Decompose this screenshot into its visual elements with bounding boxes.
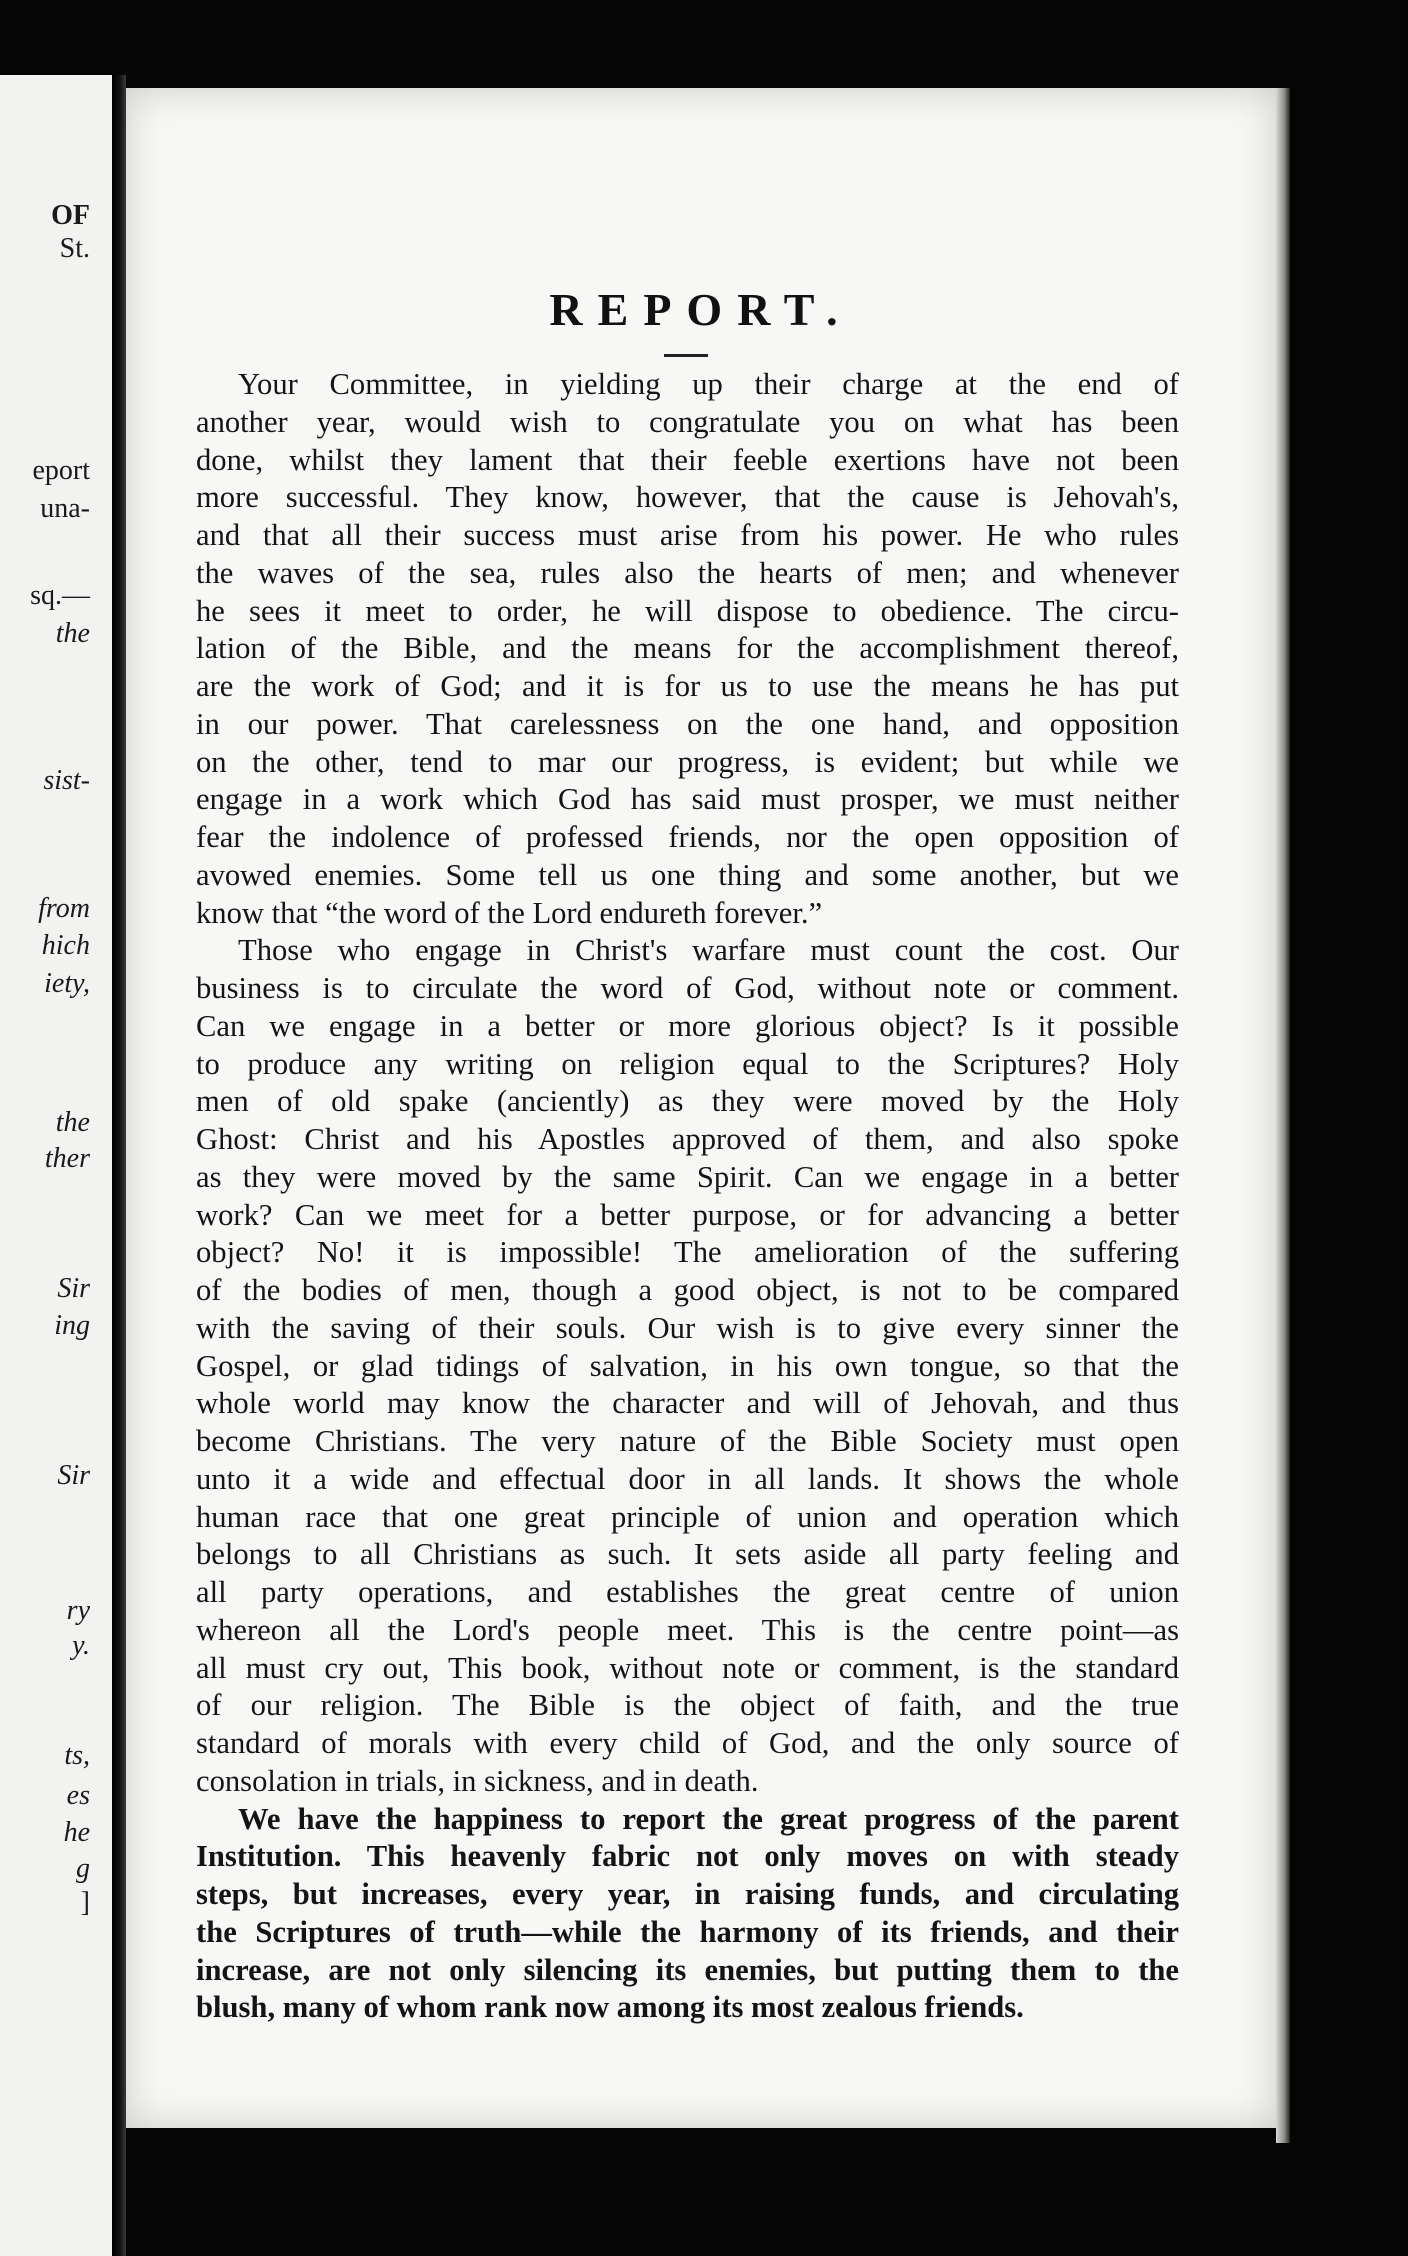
text-line: the Scriptures of truth—while the harmony of its friends, and their (196, 1914, 1179, 1949)
text-line: Your Committee, in yielding up their charge at the end of (238, 367, 1179, 401)
text-line: object? No! it is impossible! The amelioration of the suffering (196, 1235, 1179, 1270)
text-line: Institution. This heavenly fabric not only moves on with steady (196, 1839, 1179, 1874)
facing-fragment: g (76, 1853, 90, 1884)
text-line: Can we engage in a better or more glorious object? Is it possible (196, 1008, 1179, 1043)
facing-fragment: St. (59, 233, 90, 264)
facing-fragment: Sir (57, 1460, 90, 1491)
text-line: become Christians. The very nature of the Bible Society must open (196, 1424, 1179, 1458)
text-line: We have the happiness to report the great progress of the parent (238, 1801, 1179, 1836)
text-line: the waves of the sea, rules also the hearts of men; and whenever (196, 555, 1179, 590)
text-line: done, whilst they lament that their feeble exertions have not been (196, 442, 1179, 477)
text-line: blush, many of whom rank now among its most zealous friends. (196, 1990, 1024, 2025)
text-line: human race that one great principle of union and operation which (196, 1499, 1179, 1534)
facing-fragment: eport (32, 455, 90, 486)
facing-fragment: y. (72, 1630, 90, 1661)
text-line: as they were moved by the same Spirit. Can we engage in a better (196, 1159, 1179, 1194)
facing-fragment: ts, (64, 1740, 90, 1771)
text-line: know that “the word of the Lord endureth forever.” (196, 895, 823, 930)
text-line: fear the indolence of professed friends, nor the open opposition of (196, 820, 1179, 854)
text-line: unto it a wide and effectual door in all lands. It shows the whole (196, 1461, 1179, 1496)
text-line: work? Can we meet for a better purpose, or for advancing a better (196, 1197, 1179, 1232)
text-line: on the other, tend to mar our progress, is evident; but while we (196, 744, 1179, 779)
facing-fragment: from (38, 893, 90, 924)
book-gutter (112, 75, 126, 2256)
text-line: lation of the Bible, and the means for the accomplishment thereof, (196, 631, 1179, 666)
text-line: with the saving of their souls. Our wish is to give every sinner the (196, 1310, 1179, 1345)
text-line: are the work of God; and it is for us to use the means he has put (196, 669, 1179, 703)
text-line: whole world may know the character and will of Jehovah, and thus (196, 1386, 1179, 1421)
facing-fragment: the (55, 1107, 90, 1138)
facing-page-fragment (0, 75, 112, 2256)
text-line: men of old spake (anciently) as they were moved by the Holy (196, 1084, 1179, 1119)
facing-fragment: ther (44, 1143, 90, 1174)
page-edge (1276, 88, 1290, 2143)
facing-fragment: sq.— (30, 580, 90, 611)
text-line: of the bodies of men, though a good object, is not to be compared (196, 1273, 1179, 1307)
facing-fragment: OF (51, 200, 90, 231)
text-line: in our power. That carelessness on the one hand, and opposition (196, 706, 1179, 741)
report-body (196, 366, 1179, 2027)
text-line: more successful. They know, however, that the cause is Jehovah's, (196, 480, 1179, 515)
text-line: avowed enemies. Some tell us one thing and some another, but we (196, 857, 1179, 892)
facing-fragment: he (63, 1817, 90, 1848)
title-rule (664, 354, 708, 357)
text-line: belongs to all Christians as such. It sets aside all party feeling and (196, 1537, 1179, 1572)
facing-fragment: iety, (44, 968, 90, 999)
page-title: REPORT. (549, 284, 853, 335)
text-line: business is to circulate the word of God, without note or comment. (196, 971, 1179, 1005)
facing-fragment: ] (80, 1887, 90, 1918)
text-line: engage in a work which God has said must prosper, we must neither (196, 782, 1179, 817)
text-line: whereon all the Lord's people meet. This is the centre point—as (196, 1612, 1179, 1647)
text-line: steps, but increases, every year, in raising funds, and circulating (196, 1877, 1179, 1911)
facing-fragment: ry (66, 1595, 90, 1626)
facing-fragment: sist- (43, 765, 90, 796)
facing-fragment: ing (54, 1310, 90, 1341)
text-line: increase, are not only silencing its enemies, but putting them to the (196, 1952, 1179, 1987)
facing-fragment: una- (40, 493, 90, 524)
text-line: to produce any writing on religion equal to the Scriptures? Holy (196, 1046, 1179, 1081)
text-line: consolation in trials, in sickness, and in death. (196, 1763, 759, 1798)
text-line: standard of morals with every child of God, and the only source of (196, 1726, 1179, 1760)
text-line: Those who engage in Christ's warfare must count the cost. Our (238, 933, 1179, 968)
text-line: all must cry out, This book, without note or comment, is the standard (196, 1650, 1179, 1685)
report-page (126, 88, 1276, 2128)
facing-fragment: es (66, 1780, 90, 1811)
text-line: of our religion. The Bible is the object of faith, and the true (196, 1688, 1179, 1723)
text-line: he sees it meet to order, he will dispose to obedience. The circu- (196, 593, 1179, 628)
facing-fragment: the (55, 618, 90, 649)
facing-fragment: hich (41, 930, 90, 961)
facing-fragment: Sir (57, 1273, 90, 1304)
text-line: all party operations, and establishes the great centre of union (196, 1575, 1179, 1609)
text-line: another year, would wish to congratulate you on what has been (196, 404, 1179, 439)
text-line: and that all their success must arise from his power. He who rules (196, 518, 1179, 552)
text-line: Ghost: Christ and his Apostles approved of them, and also spoke (196, 1122, 1179, 1156)
text-line: Gospel, or glad tidings of salvation, in his own tongue, so that the (196, 1348, 1179, 1383)
